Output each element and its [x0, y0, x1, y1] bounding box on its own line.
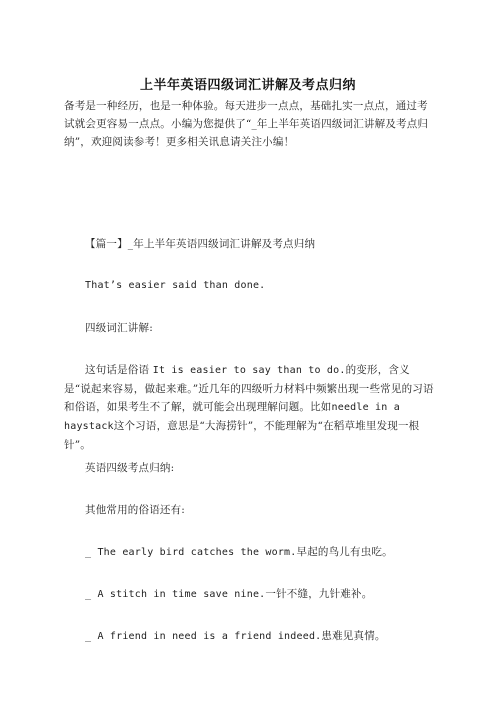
saying-chinese: 早起的鸟儿有虫吃。: [296, 546, 393, 558]
saying-item: [64, 543, 436, 562]
section-heading: 【篇一】_年上半年英语四级词汇讲解及考点归纳: [85, 238, 316, 250]
saying-chinese: 患难见真情。: [321, 630, 386, 642]
explanation-text-1: 这句话是俗语: [85, 364, 153, 376]
other-heading: 其他常用的俗语还有:: [85, 504, 186, 516]
saying-chinese: 一针不缝，九针难补。: [265, 588, 373, 600]
explanation-paragraph: [64, 361, 436, 454]
intro-paragraph: 备考是一种经历，也是一种体验。每天进步一点点，基础扎实一点点，通过考试就会更容易一点点。小编为您提供了“_年上半年英语四级词汇讲解及考点归纳”，欢迎阅读参考！更多相关讯息请关注小编！: [64, 100, 429, 148]
saying-item: [64, 627, 436, 646]
saying-item: [64, 585, 436, 604]
points-heading: 英语四级考点归纳:: [85, 462, 175, 474]
explanation-english-2: needle in a haystack: [64, 402, 400, 432]
phrase-line: That’s easier said than done.: [85, 280, 266, 291]
explanation-text-3: 这个习语，意思是“大海捞针”，不能理解为“在稻草堆里发现一根针”。: [64, 420, 420, 451]
saying-english: _ A stitch in time save nine.: [85, 589, 266, 600]
saying-english: _ The early bird catches the worm.: [85, 547, 297, 558]
explanation-text-2: 的变形，含义是“说起来容易，做起来难。”近几年的四级听力材料中频繁出现一些常见的习语和俗语，如果考生不了解，就可能会出现理解问题。比如: [64, 364, 434, 413]
explanation-english: It is easier to say than to do.: [152, 365, 346, 376]
document-title: 上半年英语四级词汇讲解及考点归纳: [139, 78, 356, 93]
vocab-heading: 四级词汇讲解:: [85, 322, 153, 334]
saying-english: _ A friend in need is a friend indeed.: [85, 631, 322, 642]
